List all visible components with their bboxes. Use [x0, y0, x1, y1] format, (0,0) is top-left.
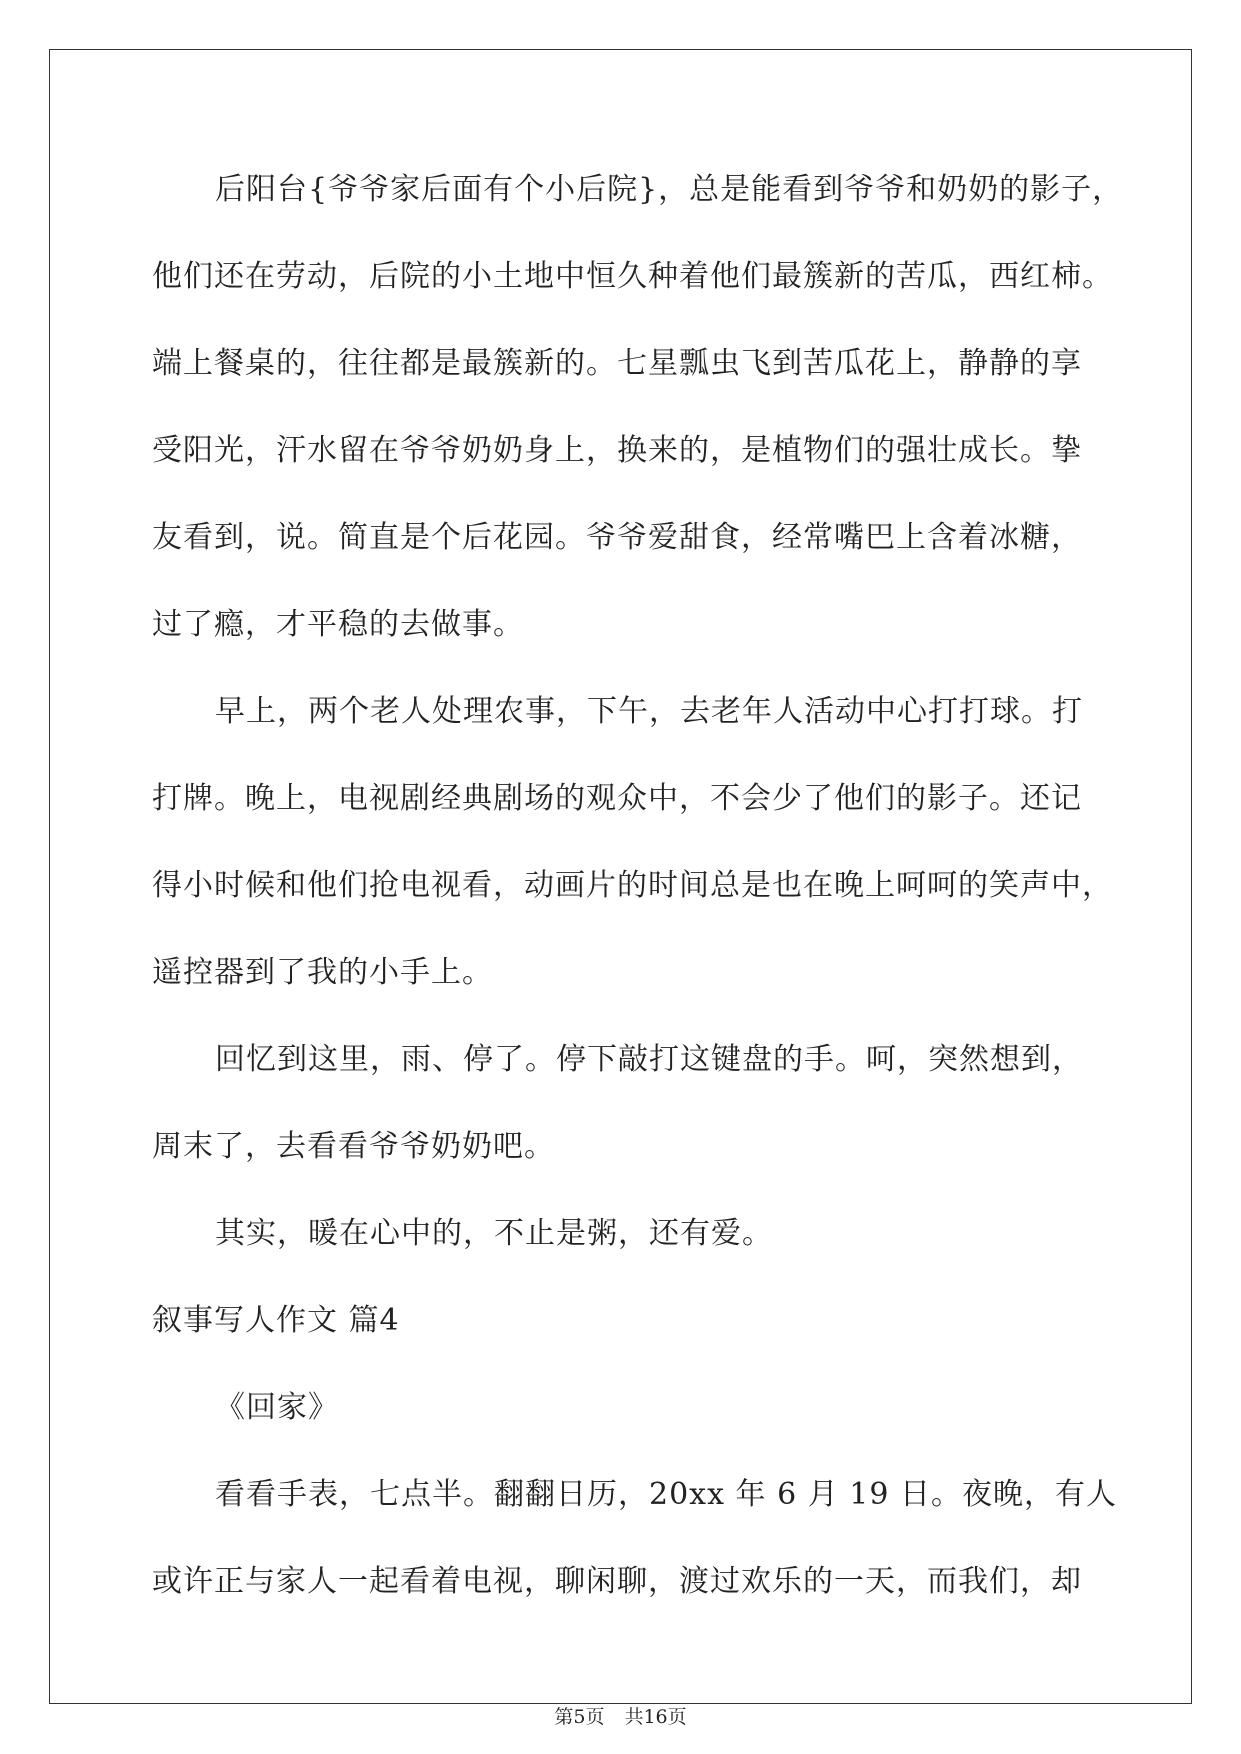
- paragraph-line: 受阳光，汗水留在爷爷奶奶身上，换来的，是植物们的强壮成长。挚: [152, 433, 1082, 468]
- paragraph-line: 周末了，去看看爷爷奶奶吧。: [152, 1129, 555, 1164]
- paragraph-line: 早上，两个老人处理农事，下午，去老年人活动中心打打球。打: [215, 694, 1083, 729]
- paragraph-line: 过了瘾，才平稳的去做事。: [152, 607, 524, 642]
- paragraph-line: 遥控器到了我的小手上。: [152, 955, 493, 990]
- paragraph-line: 其实，暖在心中的，不止是粥，还有爱。: [215, 1216, 773, 1251]
- page-total: 共16页: [624, 1706, 687, 1728]
- paragraph-line: 友看到，说。简直是个后花园。爷爷爱甜食，经常嘴巴上含着冰糖，: [152, 520, 1082, 555]
- paragraph-line: 回忆到这里，雨、停了。停下敲打这键盘的手。呵，突然想到，: [215, 1042, 1083, 1077]
- document-body: [152, 160, 1124, 1639]
- section-heading: 叙事写人作文 篇4: [152, 1303, 400, 1338]
- paragraph-line: 端上餐桌的，往往都是最簇新的。七星瓢虫飞到苦瓜花上，静静的享: [152, 346, 1082, 381]
- paragraph-line: 或许正与家人一起看着电视，聊闲聊，渡过欢乐的一天，而我们，却: [152, 1564, 1082, 1599]
- paragraph-line: 打牌。晚上，电视剧经典剧场的观众中，不会少了他们的影子。还记: [152, 781, 1082, 816]
- page-number: 第5页: [554, 1706, 605, 1728]
- essay-title: 《回家》: [215, 1390, 339, 1425]
- paragraph-line: 得小时候和他们抢电视看，动画片的时间总是也在晚上呵呵的笑声中，: [152, 868, 1113, 903]
- page-footer: [0, 1702, 1241, 1729]
- paragraph-line: 他们还在劳动，后院的小土地中恒久种着他们最簇新的苦瓜，西红柿。: [152, 259, 1113, 294]
- paragraph-line: 后阳台{爷爷家后面有个小后院}，总是能看到爷爷和奶奶的影子，: [215, 172, 1124, 207]
- paragraph-line: 看看手表，七点半。翻翻日历，20xx 年 6 月 19 日。夜晚，有人: [215, 1477, 1117, 1512]
